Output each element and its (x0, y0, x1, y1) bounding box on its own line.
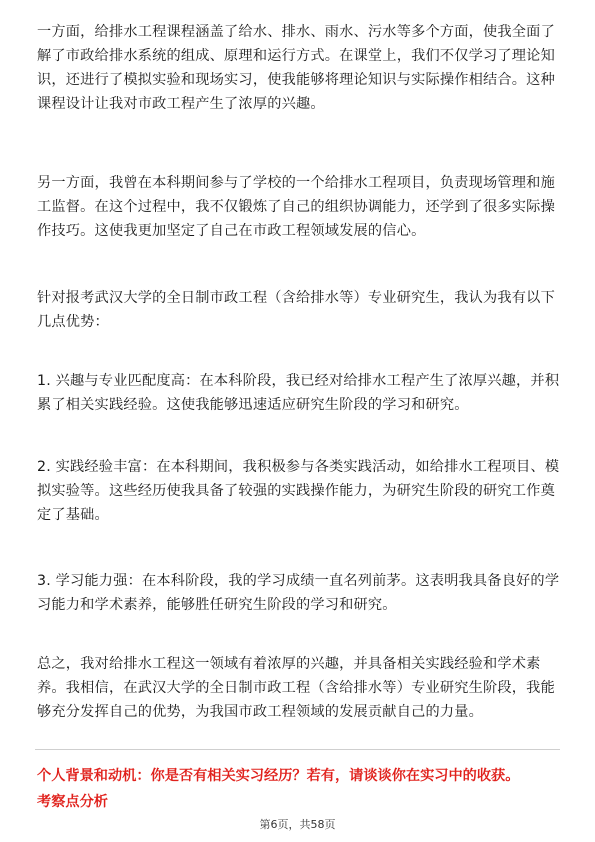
paragraph-project-experience (37, 171, 562, 243)
text-line: 解了市政给排水系统的组成、原理和运行方式。在课堂上，我们不仅学习了理论知 (37, 48, 555, 64)
text-line: 习能力和学术素养，能够胜任研究生阶段的学习和研究。 (37, 597, 397, 613)
paragraph-advantage-2 (37, 455, 562, 527)
text-line: 针对报考武汉大学的全日制市政工程（含给排水等）专业研究生，我认为我有以下 (37, 290, 555, 306)
text-line: 2. 实践经验丰富：在本科期间，我积极参与各类实践活动，如给排水工程项目、模 (37, 459, 560, 475)
text-line: 识，还进行了模拟实验和现场实习，使我能够将理论知识与实际操作相结合。这种 (37, 72, 555, 88)
paragraph-course-design (37, 20, 562, 116)
text-line: 定了基础。 (37, 507, 109, 523)
text-line: 工监督。在这个过程中，我不仅锻炼了自己的组织协调能力，还学到了很多实际操 (37, 199, 555, 215)
paragraph-advantage-1 (37, 369, 562, 417)
section-title: 考察点分析 (37, 794, 108, 810)
text-line: 拟实验等。这些经历使我具备了较强的实践操作能力，为研究生阶段的研究工作奠 (37, 483, 555, 499)
text-line: 够充分发挥自己的优势，为我国市政工程领域的发展贡献自己的力量。 (37, 704, 484, 720)
section-divider (35, 749, 560, 750)
page-number-footer: 第6页，共58页 (259, 818, 336, 831)
text-line: 3. 学习能力强：在本科阶段，我的学习成绩一直名列前茅。这表明我具备良好的学 (37, 573, 560, 589)
text-line: 1. 兴趣与专业匹配度高：在本科阶段，我已经对给排水工程产生了浓厚兴趣，并积 (37, 373, 560, 389)
text-line: 一方面，给排水工程课程涵盖了给水、排水、雨水、污水等多个方面，使我全面了 (37, 24, 555, 40)
text-line: 累了相关实践经验。这使我能够迅速适应研究生阶段的学习和研究。 (37, 397, 469, 413)
text-line: 几点优势： (37, 314, 109, 330)
paragraph-conclusion (37, 652, 562, 724)
text-line: 作技巧。这使我更加坚定了自己在市政工程领域发展的信心。 (37, 223, 426, 239)
text-line: 总之，我对给排水工程这一领域有着浓厚的兴趣，并具备相关实践经验和学术素 (37, 656, 541, 672)
text-line: 课程设计让我对市政工程产生了浓厚的兴趣。 (37, 96, 325, 112)
paragraph-advantage-3 (37, 569, 562, 617)
paragraph-advantages-intro (37, 286, 562, 334)
interview-question: 个人背景和动机：你是否有相关实习经历？若有，请谈谈你在实习中的收获。 (37, 768, 520, 784)
text-line: 另一方面，我曾在本科期间参与了学校的一个给排水工程项目，负责现场管理和施 (37, 175, 555, 191)
text-line: 养。我相信，在武汉大学的全日制市政工程（含给排水等）专业研究生阶段，我能 (37, 680, 555, 696)
